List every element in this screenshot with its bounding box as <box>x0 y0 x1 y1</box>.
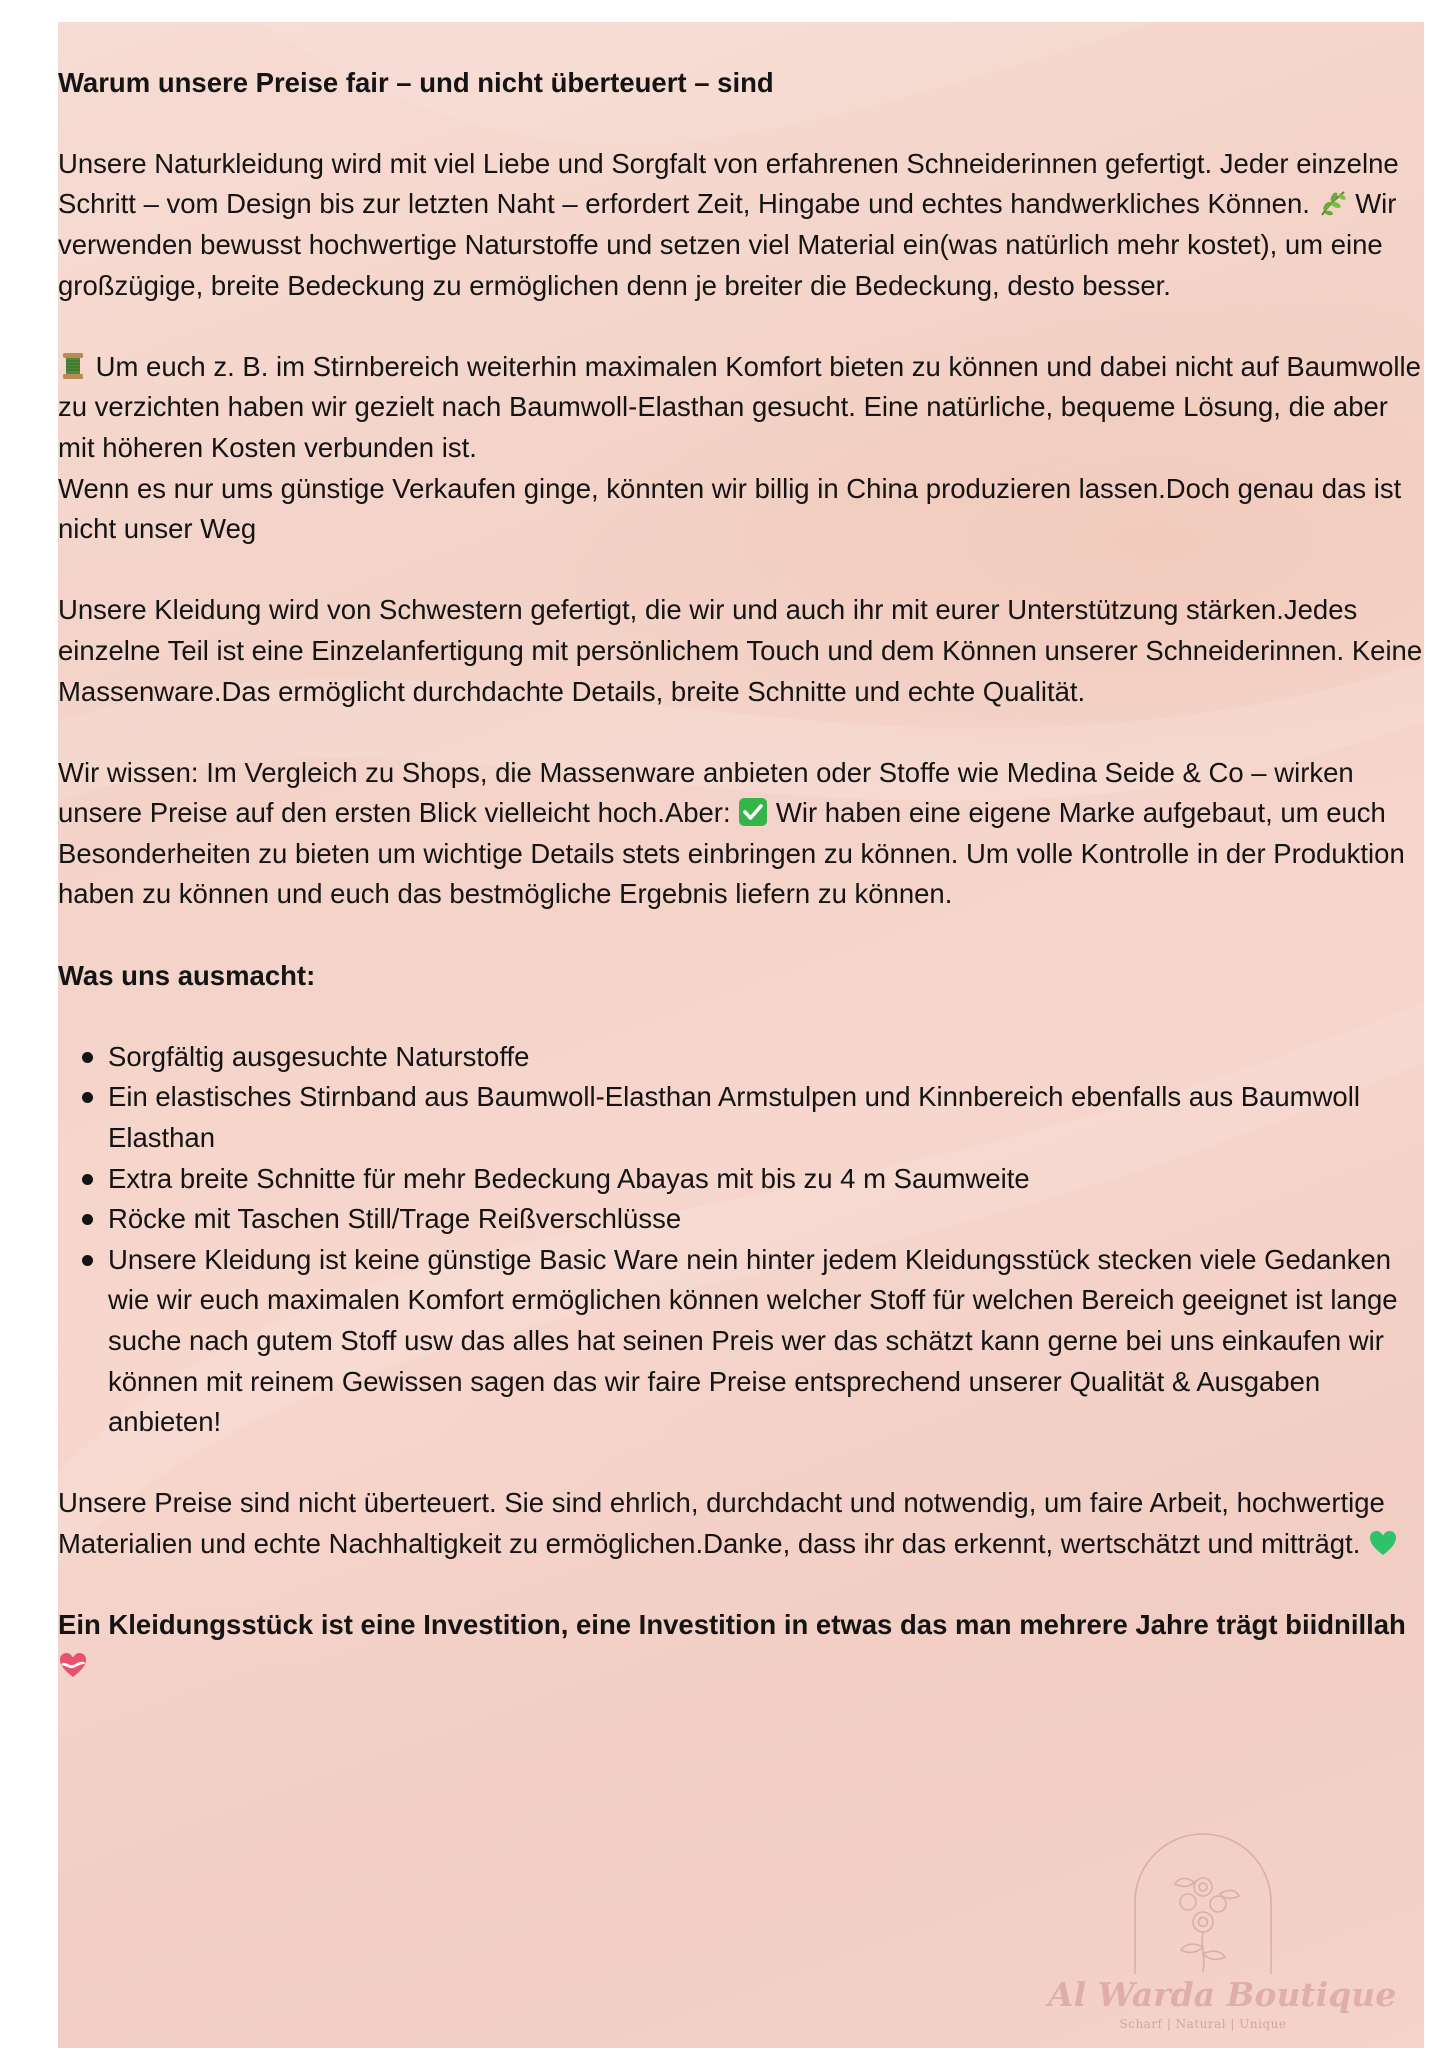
herb-icon <box>1318 188 1348 218</box>
paragraph-craftsmanship-text-a: Unsere Naturkleidung wird mit viel Liebe und Sorgfalt von erfahrenen Schneiderinnen gefertigt. Jeder einzelne Schritt – vom Design bis zur letzten Naht – erfordert Zeit, Hingabe und echtes handwerkliches Können. <box>58 147 1399 220</box>
document-body <box>58 22 1424 1982</box>
paragraph-comparison <box>58 753 1424 915</box>
closing-statement <box>58 1605 1424 1686</box>
list-item <box>108 1037 1424 1078</box>
closing-statement-text: Ein Kleidungsstück ist eine Investition, eine Investition in etwas das man mehrere Jahre trägt biidnillah <box>58 1609 1406 1641</box>
paragraph-comparison-text-a: Wir wissen: Im Vergleich zu Shops, die Massenware anbieten oder Stoffe wie Medina Seide & Co – wirken unsere Preise auf den ersten Blick vielleicht hoch.Aber: <box>58 756 1354 829</box>
paragraph-comfort-text-b: Wenn es nur ums günstige Verkaufen ginge, könnten wir billig in China produzieren lassen.Doch genau das ist nicht unser Weg <box>58 472 1402 545</box>
list-item-text: Unsere Kleidung ist keine günstige Basic Ware nein hinter jedem Kleidungsstück stecken viele Gedanken wie wir euch maximalen Komfort ermöglichen können welcher Stoff für welchen Bereich geeignet ist lange suche nach gutem Stoff usw das alles hat seinen Preis wer das schätzt kann gerne bei uns einkaufen wir können mit reinem Gewissen sagen das wir faire Preise entsprechend unserer Qualität & Ausgaben anbieten! <box>108 1243 1398 1438</box>
green-heart-icon <box>1368 1528 1398 1558</box>
brand-logo <box>1048 1832 1397 2047</box>
list-item <box>108 1240 1424 1443</box>
check-mark-icon <box>738 797 768 827</box>
document-title: Warum unsere Preise fair – und nicht überteuert – sind <box>58 66 774 98</box>
list-item-text: Extra breite Schnitte für mehr Bedeckung Abayas mit bis zu 4 m Saumweite <box>108 1162 1030 1194</box>
paragraph-fair-prices-text: Unsere Preise sind nicht überteuert. Sie sind ehrlich, durchdacht und notwendig, um faire Arbeit, hochwertige Materialien und echte Nachhaltigkeit zu ermöglichen.Danke, dass ihr das erkennt, wertschätzt und mitträgt. <box>58 1487 1385 1559</box>
list-item <box>108 1199 1424 1240</box>
brand-tagline: Scharf | Natural | Unique <box>1119 2017 1287 2031</box>
paragraph-comparison-text-b: Wir haben eine eigene Marke aufgebaut, um euch Besonderheiten zu bieten um wichtige Details stets einbringen zu können. Um volle Kontrolle in der Produktion haben zu können und euch das bestmögliche Ergebnis liefern zu können. <box>58 797 1405 910</box>
paragraph-sisters: Unsere Kleidung wird von Schwestern gefertigt, die wir und auch ihr mit eurer Unterstützung stärken.Jedes einzelne Teil ist eine Einzelanfertigung mit persönlichem Touch und dem Können unserer Schneiderinnen. Keine Massenware.Das ermöglicht durchdachte Details, breite Schnitte und echte Qualität. <box>58 594 1423 707</box>
rose-arch-icon <box>1048 1832 1358 1982</box>
list-heading: Was uns ausmacht: <box>58 959 316 991</box>
feature-list <box>58 1037 1424 1443</box>
paragraph-fair-prices <box>58 1483 1424 1564</box>
document-page <box>58 22 1424 2048</box>
thread-spool-icon <box>58 351 88 381</box>
list-item-text: Sorgfältig ausgesuchte Naturstoffe <box>108 1040 530 1072</box>
brand-name: Al Warda Boutique <box>1048 1975 1397 2014</box>
list-item <box>108 1159 1424 1200</box>
list-item-text: Ein elastisches Stirnband aus Baumwoll-Elasthan Armstulpen und Kinnbereich ebenfalls aus Baumwoll Elasthan <box>108 1081 1360 1154</box>
heart-icon <box>58 1650 88 1680</box>
paragraph-craftsmanship <box>58 144 1424 306</box>
list-item-text: Röcke mit Taschen Still/Trage Reißverschlüsse <box>108 1203 682 1235</box>
paragraph-craftsmanship-text-b: Wir verwenden bewusst hochwertige Naturstoffe und setzen viel Material ein(was natürlich mehr kostet), um eine großzügige, breite Bedeckung zu ermöglichen denn je breiter die Bedeckung, desto besser. <box>58 188 1397 301</box>
paragraph-comfort <box>58 347 1424 550</box>
paragraph-comfort-text-a: Um euch z. B. im Stirnbereich weiterhin maximalen Komfort bieten zu können und dabei nicht auf Baumwolle zu verzichten haben wir gezielt nach Baumwoll-Elasthan gesucht. Eine natürliche, bequeme Lösung, die aber mit höheren Kosten verbunden ist. <box>58 350 1421 463</box>
list-item <box>108 1077 1424 1158</box>
